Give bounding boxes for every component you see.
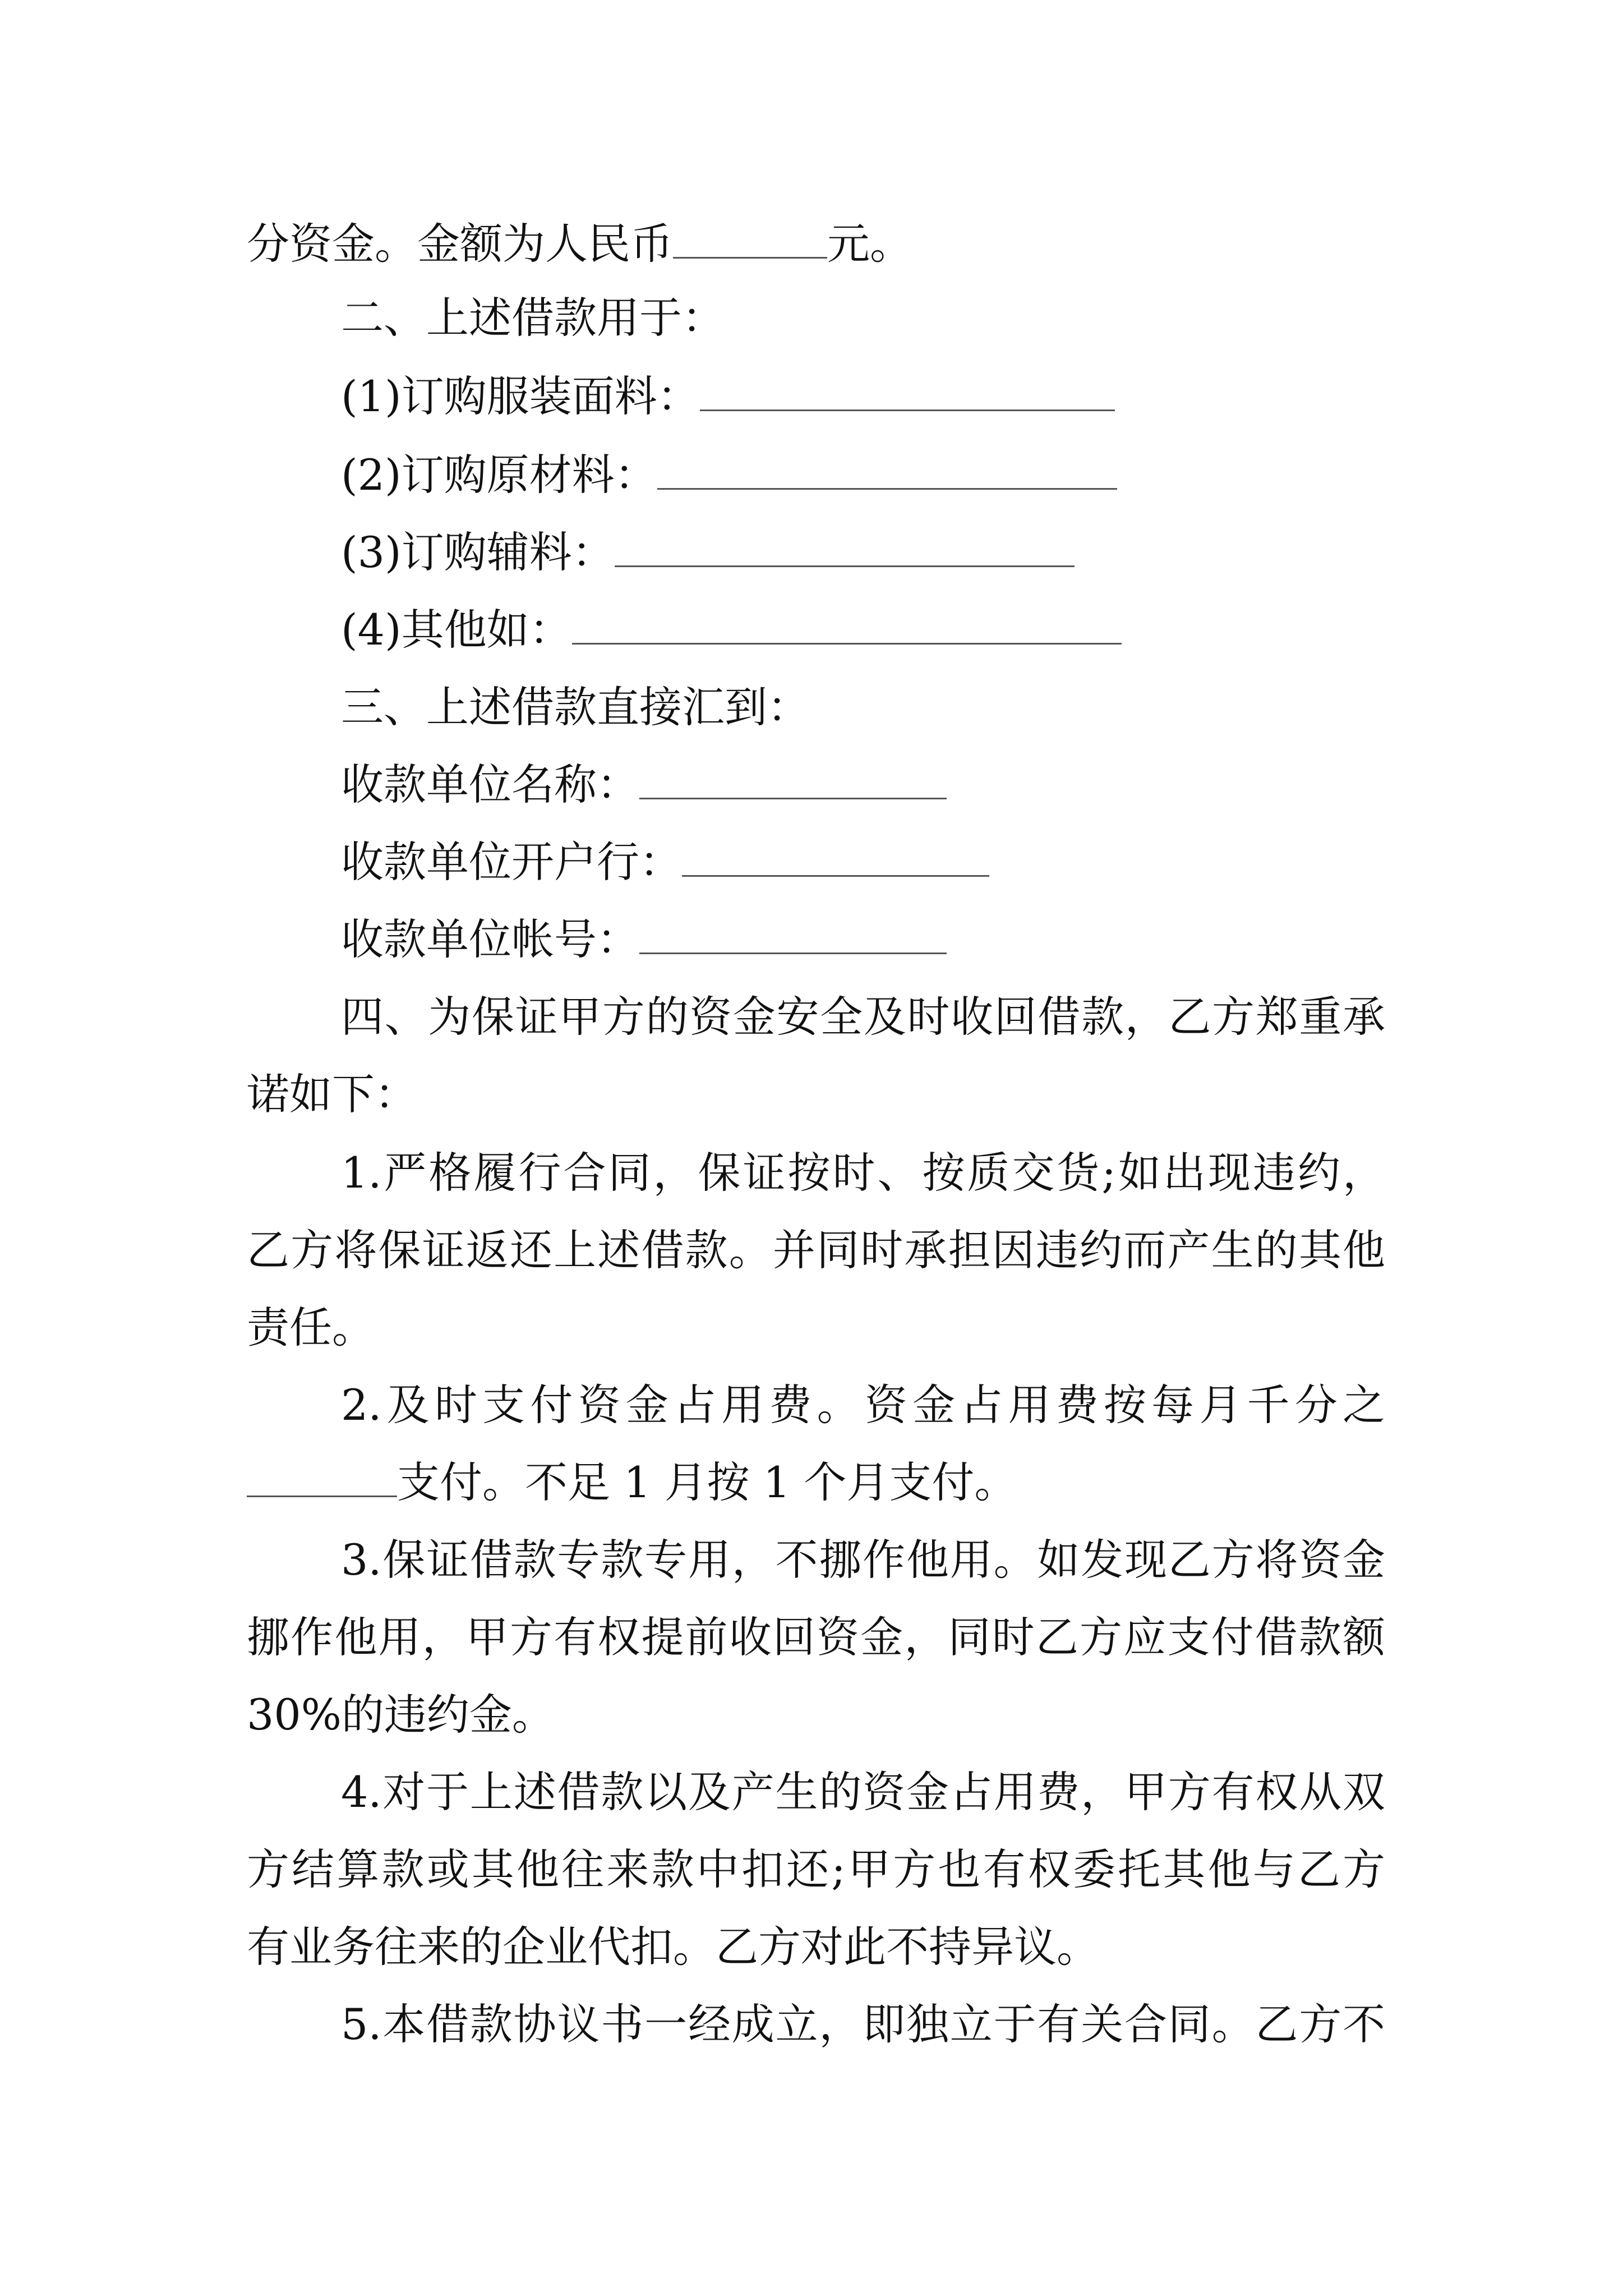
clause-3-line-1: 3.保证借款专款专用，不挪作他用。如发现乙方将资金 [341,1535,1385,1585]
purpose-raw-material-line [341,444,1117,506]
section-two-heading: 二、上述借款用于： [341,293,725,343]
clause-2-line-2 [247,1452,1017,1513]
payee-account-blank [639,920,947,954]
payee-name-line [341,754,947,816]
purpose-other-line [341,599,1122,661]
purpose-raw-material-label: (2)订购原材料： [341,450,657,500]
payee-account-line [341,909,947,970]
payee-bank-line [341,831,989,893]
amount-unit: 元。 [827,219,912,269]
section-four-heading-cont: 诺如下： [247,1069,417,1119]
amount-line [247,213,912,275]
payee-name-label: 收款单位名称： [341,760,639,809]
payee-name-blank [639,765,947,799]
amount-text: 分资金。金额为人民币 [247,219,673,269]
payee-account-label: 收款单位帐号： [341,914,639,964]
clause-1-line-2: 乙方将保证返还上述借款。并同时承担因违约而产生的其他 [247,1225,1385,1275]
purpose-accessories-line [341,522,1075,583]
payee-bank-label: 收款单位开户行： [341,837,682,887]
fee-rate-blank [247,1463,397,1497]
purpose-accessories-label: (3)订购辅料： [341,527,615,577]
section-three-heading: 三、上述借款直接汇到： [341,682,810,732]
clause-2-line-1: 2.及时支付资金占用费。资金占用费按每月千分之 [341,1380,1385,1430]
clause-4-line-3: 有业务往来的企业代扣。乙方对此不持异议。 [247,1922,1099,1972]
payee-bank-blank [682,843,989,877]
purpose-other-label: (4)其他如： [341,605,572,655]
clause-1-line-1: 1.严格履行合同，保证按时、按质交货;如出现违约， [341,1148,1385,1198]
clause-5-line-1: 5.本借款协议书一经成立，即独立于有关合同。乙方不 [341,1999,1385,2049]
purpose-fabric-blank [700,377,1115,411]
clause-3-line-2: 挪作他用，甲方有权提前收回资金，同时乙方应支付借款额 [247,1612,1385,1662]
purpose-raw-material-blank [657,455,1117,490]
purpose-other-blank [572,610,1122,645]
clause-4-line-1: 4.对于上述借款以及产生的资金占用费，甲方有权从双 [341,1767,1385,1817]
purpose-accessories-blank [615,533,1075,567]
purpose-fabric-label: (1)订购服装面料： [341,371,700,421]
clause-3-line-3: 30%的违约金。 [247,1690,555,1740]
clause-4-line-2: 方结算款或其他往来款中扣还;甲方也有权委托其他与乙方 [247,1844,1385,1894]
clause-1-line-3: 责任。 [247,1303,375,1352]
clause-2-line-2-text: 支付。不足 1 月按 1 个月支付。 [397,1457,1017,1507]
section-four-heading: 四、为保证甲方的资金安全及时收回借款，乙方郑重承 [341,992,1385,1042]
amount-blank [673,224,827,259]
purpose-fabric-line [341,366,1115,427]
